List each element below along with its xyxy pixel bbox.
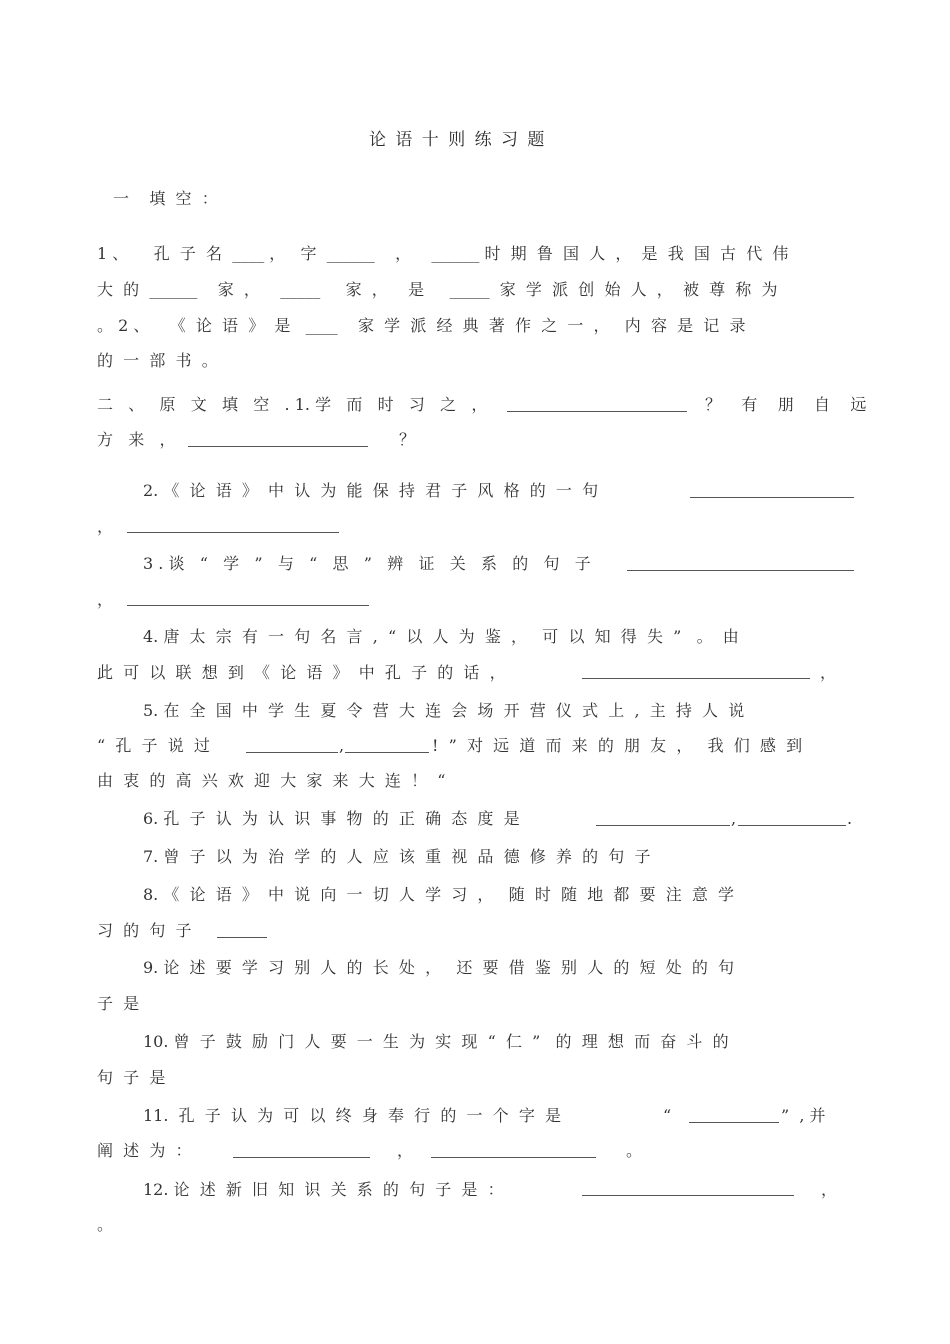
question-10-text: 10. 曾 子 鼓 励 门 人 要 一 生 为 实 现 “ 仁 ” 的 理 想 而 奋 斗 的 [143, 1032, 729, 1051]
section-1-line: 1 、 孔 子 名 ____ ， 字 ______ ， ______ 时 期 鲁 国 人 ， 是 我 国 古 代 伟 [97, 244, 789, 263]
question-12-text: ， [821, 1180, 838, 1199]
question-9-text: 9. 论 述 要 学 习 别 人 的 长 处 ， 还 要 借 鉴 别 人 的 短 处 的 句 [143, 958, 735, 977]
question-2-text: 2. 《 论 语 》 中 认 为 能 保 持 君 子 风 格 的 一 句 [143, 481, 599, 500]
question-11-text: “ [663, 1106, 672, 1125]
question-8-text: 习 的 句 子 [97, 921, 192, 940]
question-10-text: 句 子 是 [97, 1068, 166, 1087]
document-title: 论 语 十 则 练 习 题 [369, 130, 547, 150]
answer-blank[interactable] [246, 752, 338, 753]
answer-blank[interactable] [690, 497, 854, 498]
question-5-text: 由 衷 的 高 兴 欢 迎 大 家 来 大 连 ！ “ [97, 771, 446, 790]
question-3-text: 3 . 谈 “ 学 ” 与 “ 思 ” 辨 证 关 系 的 句 子 [143, 554, 591, 573]
section-1-line: 的 一 部 书 。 [97, 351, 218, 370]
question-1-text: 方 来 ， [97, 430, 176, 449]
answer-blank[interactable] [188, 446, 368, 447]
answer-blank[interactable] [582, 678, 810, 679]
answer-blank[interactable] [127, 532, 339, 533]
answer-blank[interactable] [582, 1195, 794, 1196]
question-11-text: ” , 并 [781, 1106, 826, 1125]
question-6-text: . [847, 809, 853, 828]
question-7-text: 7. 曾 子 以 为 治 学 的 人 应 该 重 视 品 德 修 养 的 句 子 [143, 847, 651, 866]
question-1-text: ？ [399, 430, 416, 449]
section-1-line: 大 的 ______ 家 ， _____ 家 ， 是 _____ 家 学 派 创 始 人 ， 被 尊 称 为 [97, 280, 778, 299]
question-5-text: ! ” 对 远 道 而 来 的 朋 友 ， 我 们 感 到 [432, 736, 803, 755]
answer-blank[interactable] [345, 752, 429, 753]
section-1-heading: 一 填 空 ： [113, 189, 218, 208]
question-5-text: “ 孔 子 说 过 [97, 736, 210, 755]
question-4-text: 此 可 以 联 想 到 《 论 语 》 中 孔 子 的 话 ， [97, 663, 506, 682]
question-12-text: 12. 论 述 新 旧 知 识 关 系 的 句 子 是 ： [143, 1180, 504, 1199]
question-11-text: 阐 述 为 ： [97, 1141, 192, 1160]
question-4-text: 4. 唐 太 宗 有 一 句 名 言 , “ 以 人 为 鉴 ， 可 以 知 得 失 ” 。 由 [143, 627, 739, 646]
answer-blank[interactable] [507, 411, 687, 412]
answer-blank[interactable] [738, 825, 846, 826]
question-1-text: 二 、 原 文 填 空 . 1. 学 而 时 习 之 ， [97, 395, 488, 414]
question-2-text: ， [97, 517, 114, 536]
section-1-line: 。 2 、 《 论 语 》 是 ____ 家 学 派 经 典 著 作 之 一 ， 内 容 是 记 录 [97, 316, 746, 335]
question-1-text: ？ 有 朋 自 远 [705, 395, 867, 414]
answer-blank[interactable] [127, 605, 369, 606]
answer-blank[interactable] [233, 1157, 370, 1158]
question-11-text: 11. 孔 子 认 为 可 以 终 身 奉 行 的 一 个 字 是 [143, 1106, 562, 1125]
question-6-text: , [731, 809, 737, 828]
question-6-text: 6. 孔 子 认 为 认 识 事 物 的 正 确 态 度 是 [143, 809, 520, 828]
question-9-text: 子 是 [97, 994, 140, 1013]
question-5-text: , [339, 736, 345, 755]
answer-blank[interactable] [627, 570, 854, 571]
question-4-text: ， [820, 663, 837, 682]
question-3-text: ， [97, 590, 114, 609]
question-11-text: ， [397, 1141, 414, 1160]
question-5-text: 5. 在 全 国 中 学 生 夏 令 营 大 连 会 场 开 营 仪 式 上 , 主 持 人 说 [143, 701, 745, 720]
answer-blank[interactable] [596, 825, 730, 826]
answer-blank[interactable] [431, 1157, 596, 1158]
answer-blank[interactable] [217, 937, 267, 938]
question-12-text: 。 [97, 1215, 114, 1234]
answer-blank[interactable] [689, 1122, 779, 1123]
question-8-text: 8. 《 论 语 》 中 说 向 一 切 人 学 习 ， 随 时 随 地 都 要 注 意 学 [143, 885, 735, 904]
question-11-text: 。 [626, 1141, 643, 1160]
